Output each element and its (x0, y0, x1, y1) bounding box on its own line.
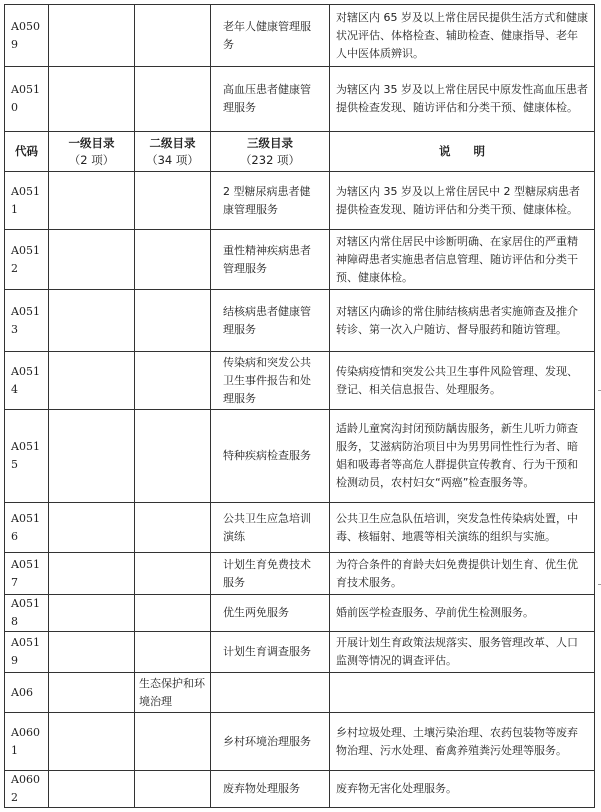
table-row (5, 172, 595, 230)
table-row (5, 632, 595, 673)
row-level3 (211, 673, 330, 713)
row-description: 开展计划生育政策法规落实、服务管理改革、人口监测等情况的调查评估。 (330, 632, 595, 673)
row-level2 (135, 553, 211, 595)
row-level1 (49, 632, 135, 673)
table-row (5, 67, 595, 132)
row-level1 (49, 673, 135, 713)
header-level3 (211, 132, 330, 172)
table-row (5, 230, 595, 290)
row-level3: 优生两免服务 (211, 595, 330, 632)
row-description: 对辖区内 65 岁及以上常住居民提供生活方式和健康状况评估、体格检查、辅助检查、健康指导、老年人中医体质辨识。 (330, 5, 595, 67)
table-row (5, 352, 595, 410)
table-row (5, 503, 595, 553)
row-level3: 计划生育调查服务 (211, 632, 330, 673)
table-row (5, 595, 595, 632)
row-level3: 特种疾病检查服务 (211, 410, 330, 503)
row-level2 (135, 713, 211, 771)
header-code: 代码 (5, 132, 49, 172)
table-header-row (5, 132, 595, 172)
catalog-table (4, 4, 595, 808)
header-level2-count: （34 项） (146, 152, 199, 167)
row-level1 (49, 67, 135, 132)
row-level3: 计划生育免费技术服务 (211, 553, 330, 595)
row-description: 为符合条件的育龄夫妇免费提供计划生育、优生优育技术服务。 (330, 553, 595, 595)
row-level2 (135, 503, 211, 553)
row-description: 为辖区内 35 岁及以上常住居民中原发性高血压患者提供检查发现、随访评估和分类干预、健康体检。 (330, 67, 595, 132)
row-level3: 乡村环境治理服务 (211, 713, 330, 771)
row-level2 (135, 595, 211, 632)
row-description: 为辖区内 35 岁及以上常住居民中 2 型糖尿病患者提供检查发现、随访评估和分类干预、健康体检。 (330, 172, 595, 230)
table-row (5, 290, 595, 352)
row-code: A0601 (5, 713, 49, 771)
row-description: 乡村垃圾处理、土壤污染治理、农药包装物等废弃物治理、污水处理、畜禽养殖粪污处理等服务。 (330, 713, 595, 771)
row-level3: 传染病和突发公共卫生事件报告和处理服务 (211, 352, 330, 410)
row-level1 (49, 230, 135, 290)
row-level3: 高血压患者健康管理服务 (211, 67, 330, 132)
row-level1 (49, 172, 135, 230)
row-level3: 老年人健康管理服务 (211, 5, 330, 67)
row-code: A0517 (5, 553, 49, 595)
row-level2 (135, 5, 211, 67)
header-level1-count: （2 项） (68, 152, 115, 167)
header-level3-title: 三级目录 (247, 135, 293, 150)
table-row (5, 771, 595, 808)
header-level1 (49, 132, 135, 172)
row-level1 (49, 503, 135, 553)
table-row (5, 673, 595, 713)
row-level2 (135, 67, 211, 132)
row-level3: 废弃物处理服务 (211, 771, 330, 808)
header-level1-title: 一级目录 (68, 135, 115, 150)
row-level3: 公共卫生应急培训演练 (211, 503, 330, 553)
row-level2 (135, 352, 211, 410)
table-row (5, 410, 595, 503)
row-code: A0514 (5, 352, 49, 410)
header-level2 (135, 132, 211, 172)
row-description: 适龄儿童窝沟封闭预防龋齿服务，新生儿听力筛查服务，艾滋病防治项目中为男男同性性行为者、暗娼和吸毒者等高危人群提供宣传教育、行为干预和检测动员，农村妇女“两癌”检查服务等。 (330, 410, 595, 503)
row-level1 (49, 771, 135, 808)
row-level3: 2 型糖尿病患者健康管理服务 (211, 172, 330, 230)
row-code: A0510 (5, 67, 49, 132)
row-level2 (135, 632, 211, 673)
row-level2 (135, 230, 211, 290)
row-code: A0518 (5, 595, 49, 632)
table-row (5, 553, 595, 595)
row-level3: 结核病患者健康管理服务 (211, 290, 330, 352)
row-description: 废弃物无害化处理服务。 (330, 771, 595, 808)
row-description (330, 673, 595, 713)
header-level2-title: 二级目录 (149, 135, 196, 150)
row-level2 (135, 172, 211, 230)
row-description: 传染病疫情和突发公共卫生事件风险管理、发现、登记、相关信息报告、处理服务。 (330, 352, 595, 410)
row-level1 (49, 713, 135, 771)
row-code: A0515 (5, 410, 49, 503)
header-description: 说 明 (330, 132, 595, 172)
table-row (5, 713, 595, 771)
row-level1 (49, 410, 135, 503)
table-row (5, 5, 595, 67)
row-code: A0516 (5, 503, 49, 553)
row-description: 对辖区内确诊的常住肺结核病患者实施筛查及推介转诊、第一次入户随访、督导服药和随访管理。 (330, 290, 595, 352)
row-level2 (135, 771, 211, 808)
row-level1 (49, 5, 135, 67)
row-level1 (49, 553, 135, 595)
header-level3-count: （232 项） (239, 152, 301, 167)
row-code: A06 (5, 673, 49, 713)
row-level2 (135, 410, 211, 503)
row-code: A0511 (5, 172, 49, 230)
row-code: A0512 (5, 230, 49, 290)
row-code: A0519 (5, 632, 49, 673)
row-description: 对辖区内常住居民中诊断明确、在家居住的严重精神障碍患者实施患者信息管理、随访评估和分类干预、健康体检。 (330, 230, 595, 290)
row-code: A0602 (5, 771, 49, 808)
row-level2 (135, 290, 211, 352)
row-description: 公共卫生应急队伍培训，突发急性传染病处置，中毒、核辐射、地震等相关演练的组织与实施。 (330, 503, 595, 553)
row-level2: 生态保护和环境治理 (135, 673, 211, 713)
row-level1 (49, 352, 135, 410)
row-level1 (49, 595, 135, 632)
row-level3: 重性精神疾病患者管理服务 (211, 230, 330, 290)
row-code: A0509 (5, 5, 49, 67)
row-code: A0513 (5, 290, 49, 352)
row-description: 婚前医学检查服务、孕前优生检测服务。 (330, 595, 595, 632)
row-level1 (49, 290, 135, 352)
